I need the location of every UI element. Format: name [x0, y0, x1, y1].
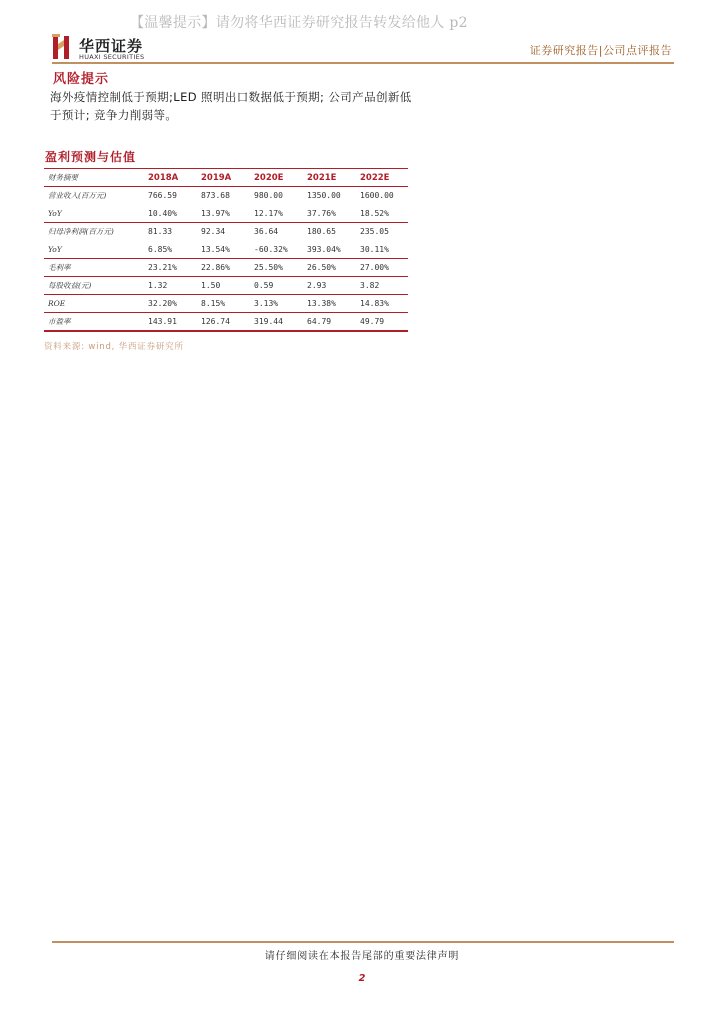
table-cell: 36.64 [254, 227, 279, 237]
table-cell: 14.83% [356, 295, 408, 313]
column-header: 2022E [356, 169, 408, 187]
watermark-notice: 【温馨提示】请勿将华西证券研究报告转发给他人 p2 [130, 15, 468, 31]
table-cell: 3.13% [250, 295, 303, 313]
table-row [44, 223, 408, 241]
footer-disclaimer-link[interactable]: 请仔细阅读在本报告尾部的重要法律声明 [264, 951, 460, 962]
logo-name-cn: 华西证券 [79, 37, 144, 55]
company-logo [52, 34, 172, 62]
table-cell: 13.38% [303, 295, 356, 313]
risk-section-title: 风险提示 [53, 72, 110, 87]
table-cell: 6.85% [144, 241, 197, 259]
table-cell: 37.76% [303, 205, 356, 223]
table-cell: 393.04% [303, 241, 356, 259]
table-cell: 92.34 [201, 227, 226, 237]
column-header: 2018A [144, 169, 197, 187]
row-label: ROE [44, 295, 144, 313]
row-label: 市盈率 [44, 313, 144, 331]
row-label: YoY [44, 205, 144, 223]
risk-section-text: 海外疫情控制低于预期;LED 照明出口数据低于预期; 公司产品创新低于预计; 竞争力削弱等。 [50, 90, 412, 122]
table-cell: 27.00% [356, 259, 408, 277]
table-cell: 3.82 [356, 277, 408, 295]
table-cell: 1.32 [144, 277, 197, 295]
table-cell: 12.17% [250, 205, 303, 223]
table-cell: 1600.00 [360, 191, 394, 201]
table-cell: 1.50 [197, 277, 250, 295]
table-row [44, 187, 408, 205]
table-cell: 2.93 [303, 277, 356, 295]
table-cell: 143.91 [144, 313, 197, 331]
table-cell: 8.15% [197, 295, 250, 313]
table-cell: 26.50% [303, 259, 356, 277]
row-label: 毛利率 [44, 259, 144, 277]
huaxi-logo-icon [52, 34, 72, 60]
table-row [44, 295, 408, 313]
column-header: 2019A [197, 169, 250, 187]
table-row [44, 205, 408, 223]
table-cell: 980.00 [254, 191, 283, 201]
logo-name-en: HUAXI SECURITIES [79, 53, 145, 61]
column-header: 2020E [250, 169, 303, 187]
table-cell: 10.40% [144, 205, 197, 223]
row-label: 营业收入(百万元) [48, 191, 107, 201]
table-cell: -60.32% [250, 241, 303, 259]
table-cell: 13.54% [197, 241, 250, 259]
table-cell: 180.65 [307, 227, 336, 237]
column-header: 财务摘要 [44, 169, 144, 187]
table-cell: 126.74 [197, 313, 250, 331]
table-cell: 25.50% [250, 259, 303, 277]
table-row [44, 259, 408, 277]
forecast-table [44, 168, 408, 332]
report-category: 证券研究报告|公司点评报告 [529, 44, 672, 57]
forecast-table-title: 盈利预测与估值 [45, 150, 137, 164]
table-header-row [44, 169, 408, 187]
table-row [44, 313, 408, 331]
table-row [44, 241, 408, 259]
row-label: YoY [44, 241, 144, 259]
header-divider [52, 62, 674, 64]
column-header: 2021E [303, 169, 356, 187]
row-label: 归母净利润(百万元) [48, 227, 114, 237]
table-cell: 23.21% [144, 259, 197, 277]
table-row [44, 277, 408, 295]
table-cell: 81.33 [148, 227, 173, 237]
row-label: 每股收益(元) [44, 277, 144, 295]
table-cell: 64.79 [303, 313, 356, 331]
table-cell: 18.52% [356, 205, 408, 223]
table-cell: 49.79 [356, 313, 408, 331]
table-cell: 766.59 [148, 191, 177, 201]
table-cell: 32.20% [144, 295, 197, 313]
table-cell: 13.97% [197, 205, 250, 223]
table-cell: 0.59 [250, 277, 303, 295]
table-cell: 1350.00 [307, 191, 341, 201]
table-cell: 235.05 [360, 227, 389, 237]
page-number: 2 [358, 973, 366, 984]
table-cell: 22.86% [197, 259, 250, 277]
footer-divider [52, 941, 674, 943]
table-cell: 319.44 [250, 313, 303, 331]
table-cell: 873.68 [201, 191, 230, 201]
data-source-note: 资料来源: wind, 华西证券研究所 [44, 342, 184, 352]
table-cell: 30.11% [356, 241, 408, 259]
